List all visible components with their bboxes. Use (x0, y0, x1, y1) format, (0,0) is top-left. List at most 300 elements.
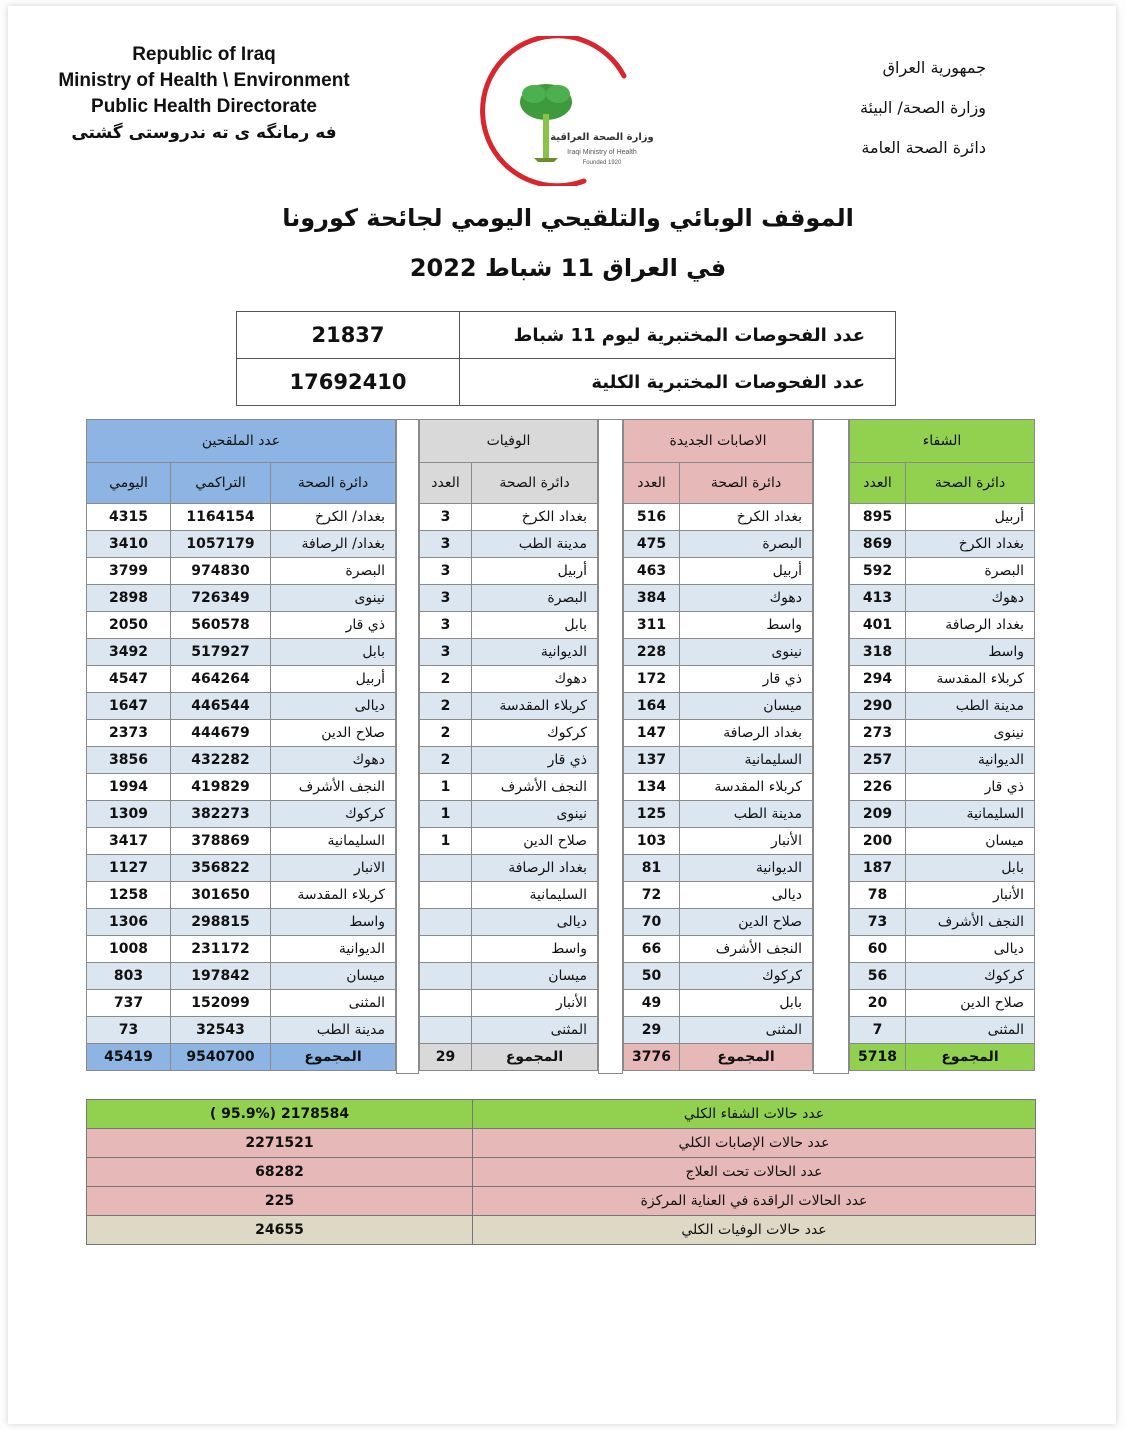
deaths-row (420, 963, 598, 990)
vaccinated-daily: 2898 (87, 585, 171, 612)
header-arabic-line: جمهورية العراق (882, 58, 986, 77)
vaccinated-directorate: مدينة الطب (271, 1017, 396, 1044)
new-cases-row (624, 639, 813, 666)
new-cases-title: الاصابات الجديدة (624, 420, 813, 463)
deaths-col-name: دائرة الصحة (472, 463, 598, 504)
header-english-line: Ministry of Health \ Environment (58, 70, 350, 91)
recovery-count: 226 (850, 774, 906, 801)
deaths-row (420, 612, 598, 639)
summary-label: عدد الحالات الراقدة في العناية المركزة (473, 1187, 1036, 1216)
recovery-count: 294 (850, 666, 906, 693)
new-cases-directorate: كركوك (680, 963, 813, 990)
deaths-directorate: الديوانية (472, 639, 598, 666)
new-cases-row (624, 558, 813, 585)
vaccinated-row (87, 747, 396, 774)
new-cases-count: 516 (624, 504, 680, 531)
recovery-row (850, 1017, 1035, 1044)
report-title: الموقف الوبائي والتلقيحي اليومي لجائحة كورونا (282, 204, 854, 232)
deaths-directorate: ذي قار (472, 747, 598, 774)
recovery-count: 187 (850, 855, 906, 882)
deaths-row (420, 828, 598, 855)
deaths-row (420, 855, 598, 882)
recovery-count: 209 (850, 801, 906, 828)
deaths-row (420, 666, 598, 693)
recovery-row (850, 666, 1035, 693)
recovery-count: 869 (850, 531, 906, 558)
vaccinated-row (87, 585, 396, 612)
header-arabic-line: دائرة الصحة العامة (861, 138, 986, 157)
new-cases-row (624, 504, 813, 531)
deaths-count: 2 (420, 693, 472, 720)
recovery-count: 7 (850, 1017, 906, 1044)
new-cases-directorate: واسط (680, 612, 813, 639)
vaccinated-directorate: كربلاء المقدسة (271, 882, 396, 909)
deaths-directorate: كركوك (472, 720, 598, 747)
vaccinated-daily: 803 (87, 963, 171, 990)
vaccinated-row (87, 990, 396, 1017)
vaccinated-daily: 4315 (87, 504, 171, 531)
new-cases-count: 134 (624, 774, 680, 801)
vaccinated-cumulative: 974830 (171, 558, 271, 585)
deaths-count (420, 882, 472, 909)
summary-row (87, 1216, 1036, 1245)
recovery-row (850, 936, 1035, 963)
new-cases-total-value: 3776 (624, 1044, 680, 1071)
summary-label: عدد الحالات تحت العلاج (473, 1158, 1036, 1187)
vaccinated-directorate: نينوى (271, 585, 396, 612)
vaccinated-cumulative: 32543 (171, 1017, 271, 1044)
header-arabic-line: وزارة الصحة/ البيئة (859, 98, 986, 117)
summary-row (87, 1100, 1036, 1129)
new-cases-directorate: المثنى (680, 1017, 813, 1044)
deaths-count: 2 (420, 666, 472, 693)
vaccinated-row (87, 963, 396, 990)
vaccinated-directorate: واسط (271, 909, 396, 936)
deaths-directorate: دهوك (472, 666, 598, 693)
total-tests-label: عدد الفحوصات المختبرية الكلية (460, 359, 896, 406)
deaths-count: 3 (420, 585, 472, 612)
deaths-row (420, 909, 598, 936)
recovery-count: 20 (850, 990, 906, 1017)
vaccinated-directorate: ديالى (271, 693, 396, 720)
vaccinated-row (87, 531, 396, 558)
recovery-row (850, 963, 1035, 990)
deaths-row (420, 936, 598, 963)
recovery-row (850, 558, 1035, 585)
deaths-directorate: بغداد الرصافة (472, 855, 598, 882)
new-cases-row (624, 936, 813, 963)
vaccinated-row (87, 855, 396, 882)
new-cases-directorate: مدينة الطب (680, 801, 813, 828)
new-cases-count: 475 (624, 531, 680, 558)
recovery-table (849, 419, 1035, 1071)
recovery-col-name: دائرة الصحة (906, 463, 1035, 504)
recovery-row (850, 585, 1035, 612)
deaths-count (420, 963, 472, 990)
vaccinated-col-daily: اليومي (87, 463, 171, 504)
vaccinated-cumulative: 464264 (171, 666, 271, 693)
header-arabic (786, 48, 986, 168)
deaths-directorate: أربيل (472, 558, 598, 585)
new-cases-row (624, 963, 813, 990)
new-cases-row (624, 693, 813, 720)
recovery-count: 60 (850, 936, 906, 963)
vaccinated-cumulative: 432282 (171, 747, 271, 774)
recovery-directorate: دهوك (906, 585, 1035, 612)
deaths-count (420, 1017, 472, 1044)
recovery-directorate: ذي قار (906, 774, 1035, 801)
new-cases-count: 66 (624, 936, 680, 963)
vaccinated-row (87, 639, 396, 666)
recovery-directorate: البصرة (906, 558, 1035, 585)
new-cases-count: 81 (624, 855, 680, 882)
deaths-total-row (420, 1044, 598, 1071)
deaths-row (420, 639, 598, 666)
summary-value: 225 (87, 1187, 473, 1216)
new-cases-directorate: ميسان (680, 693, 813, 720)
deaths-count: 1 (420, 828, 472, 855)
deaths-directorate: بابل (472, 612, 598, 639)
recovery-count: 73 (850, 909, 906, 936)
recovery-directorate: واسط (906, 639, 1035, 666)
new-cases-col-name: دائرة الصحة (680, 463, 813, 504)
vaccinated-directorate: كركوك (271, 801, 396, 828)
deaths-total-value: 29 (420, 1044, 472, 1071)
vaccinated-directorate: بابل (271, 639, 396, 666)
vaccinated-row (87, 504, 396, 531)
deaths-row (420, 558, 598, 585)
new-cases-directorate: نينوى (680, 639, 813, 666)
new-cases-count: 228 (624, 639, 680, 666)
header-english-line: Public Health Directorate (91, 96, 317, 117)
new-cases-directorate: كربلاء المقدسة (680, 774, 813, 801)
column-spacer (396, 419, 419, 1074)
vaccinated-cumulative: 356822 (171, 855, 271, 882)
recovery-count: 592 (850, 558, 906, 585)
vaccinated-directorate: دهوك (271, 747, 396, 774)
new-cases-row (624, 882, 813, 909)
vaccinated-daily: 73 (87, 1017, 171, 1044)
vaccinated-directorate: بغداد/ الكرخ (271, 504, 396, 531)
daily-tests-value: 21837 (237, 312, 460, 359)
new-cases-row (624, 909, 813, 936)
new-cases-row (624, 855, 813, 882)
vaccinated-row (87, 909, 396, 936)
vaccinated-daily: 1258 (87, 882, 171, 909)
vaccinated-row (87, 612, 396, 639)
vaccinated-row (87, 720, 396, 747)
vaccinated-row (87, 882, 396, 909)
deaths-col-count: العدد (420, 463, 472, 504)
deaths-directorate: واسط (472, 936, 598, 963)
vaccinated-row (87, 558, 396, 585)
vaccinated-cumulative: 382273 (171, 801, 271, 828)
summary-value: 2271521 (87, 1129, 473, 1158)
recovery-row (850, 504, 1035, 531)
vaccinated-daily: 4547 (87, 666, 171, 693)
recovery-directorate: السليمانية (906, 801, 1035, 828)
recovery-directorate: مدينة الطب (906, 693, 1035, 720)
recovery-total-value: 5718 (850, 1044, 906, 1071)
header-kurdish-line: فه رمانگه ى ته ندروستى گشتى (71, 123, 337, 143)
new-cases-row (624, 612, 813, 639)
deaths-row (420, 531, 598, 558)
deaths-row (420, 801, 598, 828)
deaths-count: 3 (420, 558, 472, 585)
vaccinated-daily: 3410 (87, 531, 171, 558)
new-cases-count: 72 (624, 882, 680, 909)
deaths-directorate: ميسان (472, 963, 598, 990)
vaccinated-cumulative: 152099 (171, 990, 271, 1017)
vaccinated-directorate: المثنى (271, 990, 396, 1017)
summary-value: ( 95.9%) 2178584 (87, 1100, 473, 1129)
new-cases-count: 164 (624, 693, 680, 720)
new-cases-row (624, 747, 813, 774)
new-cases-directorate: بابل (680, 990, 813, 1017)
vaccinated-directorate: أربيل (271, 666, 396, 693)
deaths-total-label: المجموع (472, 1044, 598, 1071)
recovery-row (850, 720, 1035, 747)
deaths-title: الوفيات (420, 420, 598, 463)
new-cases-count: 463 (624, 558, 680, 585)
deaths-directorate: كربلاء المقدسة (472, 693, 598, 720)
recovery-directorate: الأنبار (906, 882, 1035, 909)
vaccinated-daily: 1008 (87, 936, 171, 963)
vaccinated-cumulative: 560578 (171, 612, 271, 639)
recovery-directorate: النجف الأشرف (906, 909, 1035, 936)
summary-row (87, 1158, 1036, 1187)
recovery-directorate: نينوى (906, 720, 1035, 747)
lab-tests-table (236, 311, 896, 406)
recovery-count: 200 (850, 828, 906, 855)
recovery-col-count: العدد (850, 463, 906, 504)
deaths-count: 3 (420, 612, 472, 639)
deaths-directorate: المثنى (472, 1017, 598, 1044)
deaths-directorate: نينوى (472, 801, 598, 828)
recovery-row (850, 612, 1035, 639)
vaccinated-directorate: السليمانية (271, 828, 396, 855)
recovery-directorate: الديوانية (906, 747, 1035, 774)
new-cases-row (624, 990, 813, 1017)
new-cases-directorate: بغداد الرصافة (680, 720, 813, 747)
new-cases-count: 125 (624, 801, 680, 828)
new-cases-row (624, 720, 813, 747)
recovery-count: 273 (850, 720, 906, 747)
vaccinated-cumulative: 231172 (171, 936, 271, 963)
new-cases-count: 29 (624, 1017, 680, 1044)
recovery-total-label: المجموع (906, 1044, 1035, 1071)
new-cases-directorate: النجف الأشرف (680, 936, 813, 963)
lab-tests-row (237, 359, 896, 406)
deaths-count: 2 (420, 747, 472, 774)
new-cases-row (624, 828, 813, 855)
deaths-count: 3 (420, 639, 472, 666)
vaccinated-cumulative: 298815 (171, 909, 271, 936)
new-cases-row (624, 1017, 813, 1044)
new-cases-count: 103 (624, 828, 680, 855)
deaths-row (420, 693, 598, 720)
deaths-count (420, 855, 472, 882)
vaccinated-daily: 2050 (87, 612, 171, 639)
new-cases-count: 50 (624, 963, 680, 990)
deaths-row (420, 585, 598, 612)
new-cases-row (624, 801, 813, 828)
recovery-row (850, 747, 1035, 774)
recovery-title: الشفاء (850, 420, 1035, 463)
recovery-directorate: كركوك (906, 963, 1035, 990)
deaths-directorate: السليمانية (472, 882, 598, 909)
new-cases-row (624, 774, 813, 801)
vaccinated-cumulative: 726349 (171, 585, 271, 612)
new-cases-count: 384 (624, 585, 680, 612)
recovery-count: 318 (850, 639, 906, 666)
summary-value: 68282 (87, 1158, 473, 1187)
deaths-directorate: صلاح الدين (472, 828, 598, 855)
deaths-count: 3 (420, 531, 472, 558)
new-cases-row (624, 531, 813, 558)
recovery-row (850, 639, 1035, 666)
recovery-directorate: صلاح الدين (906, 990, 1035, 1017)
vaccinated-cumulative: 517927 (171, 639, 271, 666)
summary-row (87, 1187, 1036, 1216)
vaccinated-directorate: ذي قار (271, 612, 396, 639)
recovery-row (850, 855, 1035, 882)
vaccinated-daily: 1994 (87, 774, 171, 801)
new-cases-directorate: السليمانية (680, 747, 813, 774)
vaccinated-total-row (87, 1044, 396, 1071)
recovery-count: 78 (850, 882, 906, 909)
recovery-row (850, 693, 1035, 720)
new-cases-row (624, 585, 813, 612)
new-cases-table (623, 419, 813, 1071)
vaccinated-table (86, 419, 396, 1071)
new-cases-count: 147 (624, 720, 680, 747)
deaths-directorate: مدينة الطب (472, 531, 598, 558)
recovery-count: 257 (850, 747, 906, 774)
recovery-row (850, 909, 1035, 936)
recovery-count: 413 (850, 585, 906, 612)
header-english (44, 42, 364, 146)
deaths-count: 3 (420, 504, 472, 531)
vaccinated-daily: 1127 (87, 855, 171, 882)
deaths-directorate: بغداد الكرخ (472, 504, 598, 531)
vaccinated-directorate: النجف الأشرف (271, 774, 396, 801)
summary-table (86, 1099, 1036, 1245)
recovery-total-row (850, 1044, 1035, 1071)
vaccinated-row (87, 828, 396, 855)
vaccinated-daily: 1306 (87, 909, 171, 936)
deaths-row (420, 774, 598, 801)
recovery-directorate: كربلاء المقدسة (906, 666, 1035, 693)
recovery-count: 895 (850, 504, 906, 531)
column-spacer (598, 419, 623, 1074)
new-cases-count: 172 (624, 666, 680, 693)
summary-label: عدد حالات الإصابات الكلي (473, 1129, 1036, 1158)
deaths-row (420, 504, 598, 531)
deaths-row (420, 1017, 598, 1044)
deaths-count: 1 (420, 801, 472, 828)
new-cases-directorate: دهوك (680, 585, 813, 612)
new-cases-directorate: ذي قار (680, 666, 813, 693)
vaccinated-daily: 3492 (87, 639, 171, 666)
vaccinated-directorate: البصرة (271, 558, 396, 585)
vaccinated-daily: 3799 (87, 558, 171, 585)
summary-value: 24655 (87, 1216, 473, 1245)
recovery-directorate: أربيل (906, 504, 1035, 531)
deaths-directorate: البصرة (472, 585, 598, 612)
vaccinated-row (87, 666, 396, 693)
new-cases-directorate: البصرة (680, 531, 813, 558)
vaccinated-directorate: الانبار (271, 855, 396, 882)
summary-row (87, 1129, 1036, 1158)
new-cases-count: 137 (624, 747, 680, 774)
vaccinated-daily: 737 (87, 990, 171, 1017)
vaccinated-directorate: بغداد/ الرصافة (271, 531, 396, 558)
deaths-directorate: النجف الأشرف (472, 774, 598, 801)
new-cases-count: 49 (624, 990, 680, 1017)
vaccinated-cumulative: 301650 (171, 882, 271, 909)
summary-label: عدد حالات الشفاء الكلي (473, 1100, 1036, 1129)
deaths-count (420, 936, 472, 963)
deaths-count: 1 (420, 774, 472, 801)
vaccinated-cumulative: 378869 (171, 828, 271, 855)
deaths-directorate: الأنبار (472, 990, 598, 1017)
new-cases-count: 311 (624, 612, 680, 639)
recovery-directorate: بغداد الكرخ (906, 531, 1035, 558)
vaccinated-cumulative: 1057179 (171, 531, 271, 558)
deaths-table (419, 419, 598, 1071)
deaths-row (420, 882, 598, 909)
vaccinated-total-cumulative: 9540700 (171, 1044, 271, 1071)
report-date: في العراق 11 شباط 2022 (409, 254, 727, 282)
new-cases-directorate: بغداد الكرخ (680, 504, 813, 531)
recovery-row (850, 531, 1035, 558)
recovery-directorate: ميسان (906, 828, 1035, 855)
vaccinated-directorate: ميسان (271, 963, 396, 990)
vaccinated-directorate: صلاح الدين (271, 720, 396, 747)
vaccinated-daily: 1309 (87, 801, 171, 828)
vaccinated-cumulative: 446544 (171, 693, 271, 720)
deaths-count: 2 (420, 720, 472, 747)
column-spacer (813, 419, 849, 1074)
recovery-row (850, 801, 1035, 828)
vaccinated-col-name: دائرة الصحة (271, 463, 396, 504)
vaccinated-daily: 3856 (87, 747, 171, 774)
recovery-count: 56 (850, 963, 906, 990)
new-cases-directorate: ديالى (680, 882, 813, 909)
vaccinated-daily: 3417 (87, 828, 171, 855)
new-cases-col-count: العدد (624, 463, 680, 504)
deaths-count (420, 909, 472, 936)
recovery-directorate: بغداد الرصافة (906, 612, 1035, 639)
ministry-logo (474, 36, 654, 186)
vaccinated-row (87, 774, 396, 801)
new-cases-total-label: المجموع (680, 1044, 813, 1071)
vaccinated-daily: 2373 (87, 720, 171, 747)
recovery-row (850, 774, 1035, 801)
new-cases-directorate: الأنبار (680, 828, 813, 855)
recovery-row (850, 828, 1035, 855)
vaccinated-total-label: المجموع (271, 1044, 396, 1071)
new-cases-directorate: أربيل (680, 558, 813, 585)
vaccinated-daily: 1647 (87, 693, 171, 720)
deaths-directorate: ديالى (472, 909, 598, 936)
recovery-row (850, 882, 1035, 909)
logo-text: وزارة الصحة العراقية (550, 132, 654, 143)
new-cases-total-row (624, 1044, 813, 1071)
vaccinated-row (87, 693, 396, 720)
vaccinated-cumulative: 1164154 (171, 504, 271, 531)
